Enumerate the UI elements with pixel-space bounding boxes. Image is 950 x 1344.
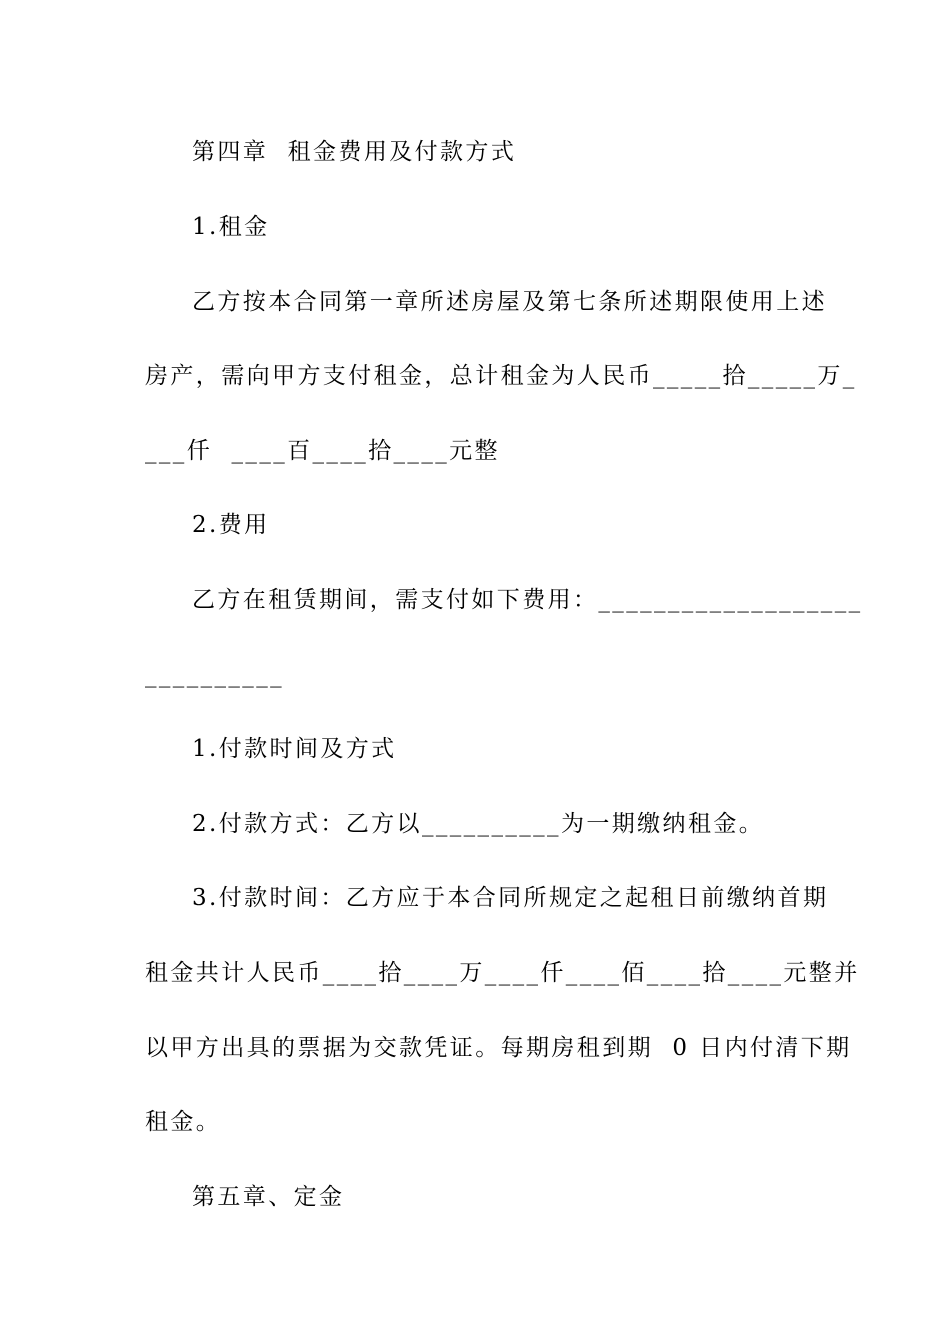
payment-time-line-4: 租金。 [145, 1109, 222, 1135]
section-rent-heading: 1.租金 [192, 214, 270, 240]
section-fees-heading: 2.费用 [192, 512, 270, 538]
chapter-5-heading: 第五章、定金 [192, 1184, 345, 1210]
payment-time-method-heading: 1.付款时间及方式 [192, 736, 397, 762]
payment-time-line-3: 以甲方出具的票据为交款凭证。每期房租到期 0 日内付清下期 [145, 1035, 852, 1061]
rent-paragraph-line-2: 房产，需向甲方支付租金，总计租金为人民币_____拾_____万_ [145, 363, 857, 389]
rent-paragraph-line-1: 乙方按本合同第一章所述房屋及第七条所述期限使用上述 [192, 289, 827, 315]
fees-paragraph-line-2: __________ [145, 662, 284, 688]
payment-method-line: 2.付款方式：乙方以__________为一期缴纳租金。 [192, 811, 765, 837]
payment-time-line-1: 3.付款时间：乙方应于本合同所规定之起租日前缴纳首期 [192, 885, 829, 911]
chapter-4-heading: 第四章 租金费用及付款方式 [192, 139, 517, 165]
rent-paragraph-line-3: ___仟 ____百____拾____元整 [145, 438, 500, 464]
fees-paragraph-line-1: 乙方在租赁期间，需支付如下费用：___________________ [192, 587, 863, 613]
payment-time-line-2: 租金共计人民币____拾____万____仟____佰____拾____元整并 [145, 960, 860, 986]
